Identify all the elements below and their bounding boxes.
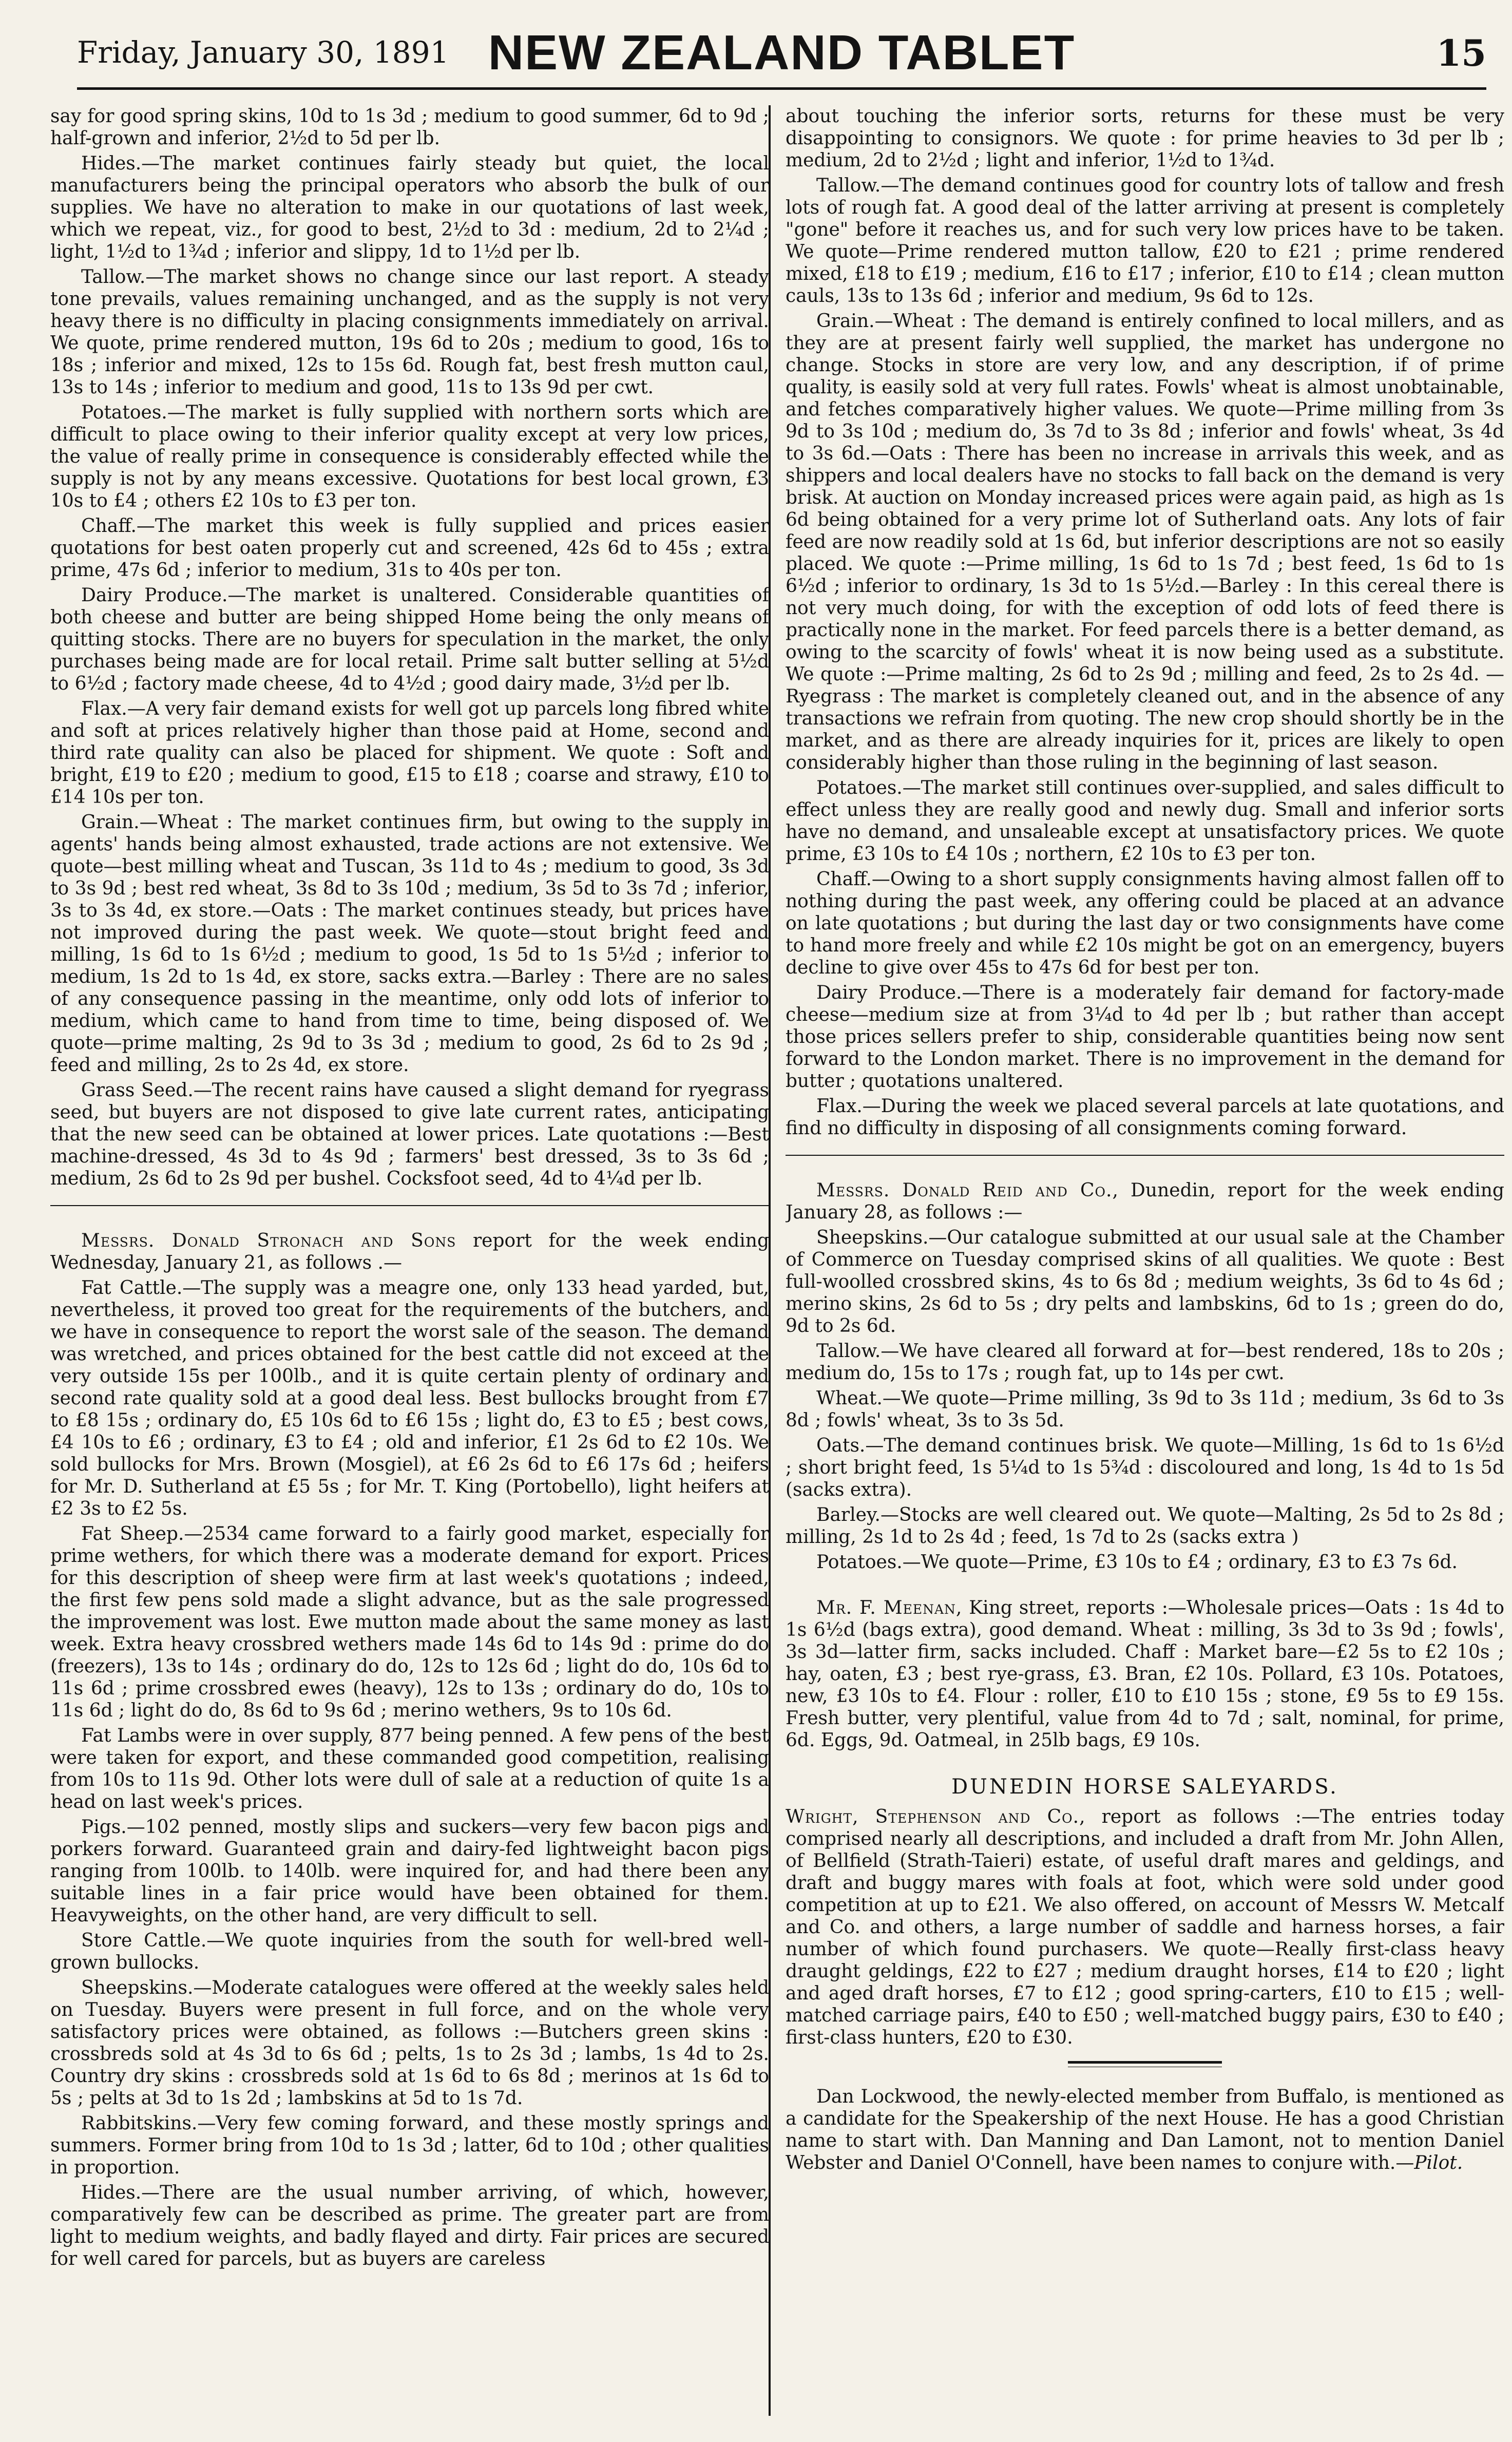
- publication-title: NEW ZEALAND TABLET: [488, 25, 1076, 80]
- masthead: [77, 21, 1486, 90]
- hides-continued: about touching the inferior sorts, returns for these must be very disappointing to consignors. We quote : for prime heavies to 3d per lb ; medium, 2d to 2½d ; light and inferior, 1½d to 1¾d.: [786, 106, 1504, 171]
- barley-report: Barley.—Stocks are well cleared out. We quote—Malting, 2s 5d to 2s 8d ; milling, 2s 1d to 2s 4d ; feed, 1s 7d to 2s (sacks extra ): [786, 1504, 1504, 1548]
- hides-report-2: Hides.—There are the usual number arriving, of which, however, comparatively few can be described as prime. The greater part are from light to medium weights, and badly flayed and dirty. Fair prices are secured for well cared for parcels, but as buyers are careless: [50, 2182, 769, 2269]
- store-cattle-report: Store Cattle.—We quote inquiries from the south for well-bred well-grown bullocks.: [50, 1930, 769, 1973]
- fat-cattle-report: Fat Cattle.—The supply was a meagre one, only 133 head yarded, but, nevertheless, it proved too great for the requirements of the butchers, and we have in consequence to report the worst sale of the season. The demand was wretched, and prices obtained for the best cattle did not exceed at the very outside 15s per 100lb., and it is quite certain plenty of ordinary and second rate quality sold at a good deal less. Best bullocks brought from £7 to £8 15s ; ordinary do, £5 10s 6d to £6 15s ; light do, £3 to £5 ; best cows, £4 10s to £6 ; ordinary, £3 to £4 ; old and inferior, £1 2s 6d to £2 10s. We sold bullocks for Mrs. Brown (Mosgiel), at £6 2s 6d to £6 17s 6d ; heifers for Mr. D. Sutherland at £5 5s ; for Mr. T. King (Portobello), light heifers at £2 3s to £2 5s.: [50, 1277, 769, 1519]
- firm-name: Mr. F. Meenan,: [816, 1597, 963, 1618]
- section-rule: [786, 1155, 1504, 1156]
- hides-report: Hides.—The market continues fairly steady but quiet, the local manufacturers being the principal operators who absorb the bulk of our supplies. We have no alteration to make in our quotations of last week, which we repeat, viz., for good to best, 2½d to 3d : medium, 2d to 2¼d ; light, 1½d to 1¾d ; inferior and slippy, 1d to 1½d per lb.: [50, 153, 769, 262]
- oats-report: Oats.—The demand continues brisk. We quote—Milling, 1s 6d to 1s 6½d ; short bright feed, 1s 5¼d to 1s 5¾d : discoloured and long, 1s 4d to 1s 5d (sacks extra).: [786, 1435, 1504, 1500]
- fat-lambs-report: Fat Lambs were in over supply, 877 being penned. A few pens of the best were taken for export, and these commanded good competition, realising from 10s to 11s 9d. Other lots were dull of sale at a reduction of quite 1s a head on last week's prices.: [50, 1725, 769, 1813]
- skins-continued: say for good spring skins, 10d to 1s 3d ; medium to good summer, 6d to 9d ; half-grown and inferior, 2½d to 5d per lb.: [50, 106, 769, 149]
- rabbitskins-report: Rabbitskins.—Very few coming forward, and these mostly springs and summers. Former bring from 10d to 1s 3d ; latter, 6d to 10d ; other qualities in proportion.: [50, 2113, 769, 2178]
- pigs-report: Pigs.—102 penned, mostly slips and suckers—very few bacon pigs and porkers forward. Guaranteed grain and dairy-fed lightweight bacon pigs ranging from 100lb. to 140lb. were inquired for, and had there been any suitable lines in a fair price would have been obtained for them. Heavyweights, on the other hand, are very difficult to sell.: [50, 1817, 769, 1926]
- lockwood-item: [786, 2086, 1504, 2174]
- tallow-report-2: Tallow.—We have cleared all forward at for—best rendered, 18s to 20s ; medium do, 15s to 17s ; rough fat, up to 14s per cwt.: [786, 1341, 1504, 1384]
- grain-report: Grain.—Wheat : The market continues firm, but owing to the supply in agents' hands being almost exhausted, trade actions are not extensive. We quote—best milling wheat and Tuscan, 3s 11d to 4s ; medium to good, 3s 3d to 3s 9d ; best red wheat, 3s 8d to 3s 10d ; medium, 3s 5d to 3s 7d ; inferior, 3s to 3s 4d, ex store.—Oats : The market continues steady, but prices have not improved during the past week. We quote—stout bright feed and milling, 1s 6d to 1s 6½d ; medium to good, 1s 5d to 1s 5½d ; inferior to medium, 1s 2d to 1s 4d, ex store, sacks extra.—Barley : There are no sales of any consequence passing in the meantime, only odd lots of inferior to medium, which came to hand from time to time, being disposed of. We quote—prime malting, 2s 9d to 3s 3d ; medium to good, 2s 6d to 2s 9d ; feed and milling, 2s to 2s 4d, ex store.: [50, 812, 769, 1076]
- report-text: King street, reports :—Wholesale prices—Oats : 1s 4d to 1s 6½d (bags extra), good demand. Wheat : milling, 3s 3d to 3s 9d ; fowls', 3s 3d—latter firm, sacks included. Chaff : Market bare—£2 5s to £2 10s ; hay, oaten, £3 ; best rye-grass, £3. Bran, £2 10s. Pollard, £3 10s. Potatoes, new, £3 10s to £4. Flour : roller, £10 to £10 15s ; stone, £9 5s to £9 15s. Fresh butter, very plentiful, value from 4d to 7d ; salt, nominal, for prime, 6d. Eggs, 9d. Oatmeal, in 25lb bags, £9 10s.: [786, 1597, 1504, 1751]
- firm-name: Wright, Stephenson and Co.,: [786, 1806, 1086, 1827]
- grass-seed-report: Grass Seed.—The recent rains have caused a slight demand for ryegrass seed, but buyers are not disposed to give late current rates, anticipating that the new seed can be obtained at lower prices. Late quotations :—Best machine-dressed, 4s 3d to 4s 9d ; farmers' best dressed, 3s to 3s 6d ; medium, 2s 6d to 2s 9d per bushel. Cocksfoot seed, 4d to 4¼d per lb.: [50, 1080, 769, 1189]
- grain-report: Grain.—Wheat : The demand is entirely confined to local millers, and as they are at present fairly well supplied, the market has undergone no change. Stocks in store are very low, and any description, if of prime quality, is easily sold at very full rates. Fowls' wheat is almost unobtainable, and fetches comparatively higher values. We quote—Prime milling from 3s 9d to 3s 10d ; medium do, 3s 7d to 3s 8d ; inferior and fowls' wheat, 3s 4d to 3s 6d.—Oats : There has been no increase in arrivals this week, and as shippers and local dealers have no stocks to fall back on the demand is very brisk. At auction on Monday increased prices were again paid, as high as 1s 6d being obtained for a very prime lot of Sutherland oats. Any lots of fair feed are now readily sold at 1s 6d, but inferior descriptions are not so easily placed. We quote :—Prime milling, 1s 6d to 1s 7d ; best feed, 1s 6d to 1s 6½d ; inferior to ordinary, 1s 3d to 1s 5½d.—Barley : In this cereal there is not very much doing, for with the exception of odd lots of feed there is practically none in the market. For feed parcels there is a better demand, as owing to the scarcity of fowls' wheat it is now being used as a substitute. We quote :—Prime malting, 2s 6d to 2s 9d ; milling and feed, 2s to 2s 4d. —Ryegrass : The market is completely cleaned out, and in the absence of any transactions we refrain from quoting. The new crop should shortly be in the market, and as there are already inquiries for it, prices are likely to open considerably higher than those ruling in the beginning of last season.: [786, 311, 1504, 773]
- right-column: [786, 105, 1504, 2426]
- sheepskins-report: Sheepskins.—Moderate catalogues were offered at the weekly sales held on Tuesday. Buyers were present in full force, and on the whole very satisfactory prices were obtained, as follows :—Butchers green skins : crossbreds sold at 4s 3d to 6s 6d ; pelts, 1s to 2s 3d ; lambs, 1s 4d to 2s. Country dry skins : crossbreds sold at 1s 6d to 6s 8d ; merinos at 1s 6d to 5s ; pelts at 3d to 1s 2d ; lambskins at 5d to 1s 7d.: [50, 1977, 769, 2109]
- flax-report: Flax.—A very fair demand exists for well got up parcels long fibred white and soft at prices relatively higher than those paid at Home, second and third rate quality can also be placed for shipment. We quote : Soft and bright, £19 to £20 ; medium to good, £15 to £18 ; coarse and strawy, £10 to £14 10s per ton.: [50, 698, 769, 808]
- firm-name: Messrs. Donald Stronach and Sons: [81, 1230, 456, 1251]
- flax-report: Flax.—During the week we placed several parcels at late quotations, and find no difficulty in disposing of all consignments coming forward.: [786, 1096, 1504, 1139]
- tallow-report: Tallow.—The demand continues good for country lots of tallow and fresh lots of rough fat. A good deal of the latter arriving at present is completely "gone" before it reaches us, and for such very low prices have to be taken. We quote—Prime rendered mutton tallow, £20 to £21 ; prime rendered mixed, £18 to £19 ; medium, £16 to £17 ; inferior, £10 to £14 ; clean mutton cauls, 13s to 13s 6d ; inferior and medium, 9s 6d to 12s.: [786, 175, 1504, 307]
- sheepskins-report: Sheepskins.—Our catalogue submitted at our usual sale at the Chamber of Commerce on Tuesday comprised skins of all qualities. We quote : Best full-woolled crossbred skins, 4s to 6s 8d ; medium weights, 3s 6d to 4s 6d ; merino skins, 2s 6d to 5s ; dry pelts and lambskins, 6d to 1s ; green do do, 9d to 2s 6d.: [786, 1227, 1504, 1337]
- horse-saleyards-report: [786, 1806, 1504, 2049]
- meenan-report: [786, 1597, 1504, 1751]
- fat-sheep-report: Fat Sheep.—2534 came forward to a fairly good market, especially for prime wethers, for which there was a moderate demand for export. Prices for this description of sheep were firm at last week's quotations ; indeed, the first few pens sold made a slight advance, but as the sale progressed the improvement was lost. Ewe mutton made about the same money as last week. Extra heavy crossbred wethers made 14s 6d to 14s 9d : prime do do (freezers), 13s to 14s ; ordinary do do, 12s to 12s 6d ; light do do, 10s 6d to 11s 6d ; prime crossbred ewes (heavy), 12s to 13s ; ordinary do do, 10s to 11s 6d ; light do do, 8s 6d to 9s 6d ; merino wethers, 9s to 10s 6d.: [50, 1523, 769, 1721]
- potatoes-report: Potatoes.—The market is fully supplied with northern sorts which are difficult to place owing to their inferior quality except at very low prices, the value of really prime in consequence is considerably effected while the supply is not by any means excessive. Quotations for best local grown, £3 10s to £4 ; others £2 10s to £3 per ton.: [50, 402, 769, 511]
- intro-text: report for the week ending Wednesday, January 21, as follows .—: [50, 1230, 769, 1273]
- page-number: 15: [1436, 32, 1486, 74]
- stronach-intro: [50, 1230, 769, 1274]
- tallow-report: Tallow.—The market shows no change since our last report. A steady tone prevails, values remaining unchanged, and as the supply is not very heavy there is no difficulty in placing consignments immediately on arrival. We quote, prime rendered mutton, 19s 6d to 20s ; medium to good, 16s to 18s ; inferior and mixed, 12s to 15s 6d. Rough fat, best fresh mutton caul, 13s to 14s ; inferior to medium and good, 11s to 13s 9d per cwt.: [50, 266, 769, 398]
- potatoes-report: Potatoes.—The market still continues over-supplied, and sales difficult to effect unless they are really good and newly dug. Small and inferior sorts have no demand, and unsaleable except at unsatisfactory prices. We quote prime, £3 10s to £4 10s ; northern, £2 10s to £3 per ton.: [786, 777, 1504, 865]
- chaff-report: Chaff.—The market this week is fully supplied and prices easier quotations for best oaten properly cut and screened, 42s 6d to 45s ; extra prime, 47s 6d ; inferior to medium, 31s to 40s per ton.: [50, 516, 769, 581]
- issue-date: Friday, January 30, 1891: [77, 35, 449, 70]
- wheat-report: Wheat.—We quote—Prime milling, 3s 9d to 3s 11d ; medium, 3s 6d to 3s 8d ; fowls' wheat, 3s to 3s 5d.: [786, 1388, 1504, 1431]
- dairy-report: Dairy Produce.—The market is unaltered. Considerable quantities of both cheese and butter are being shipped Home being the only means of quitting stocks. There are no buyers for speculation in the market, the only purchases being made are for local retail. Prime salt butter selling at 5½d to 6½d ; factory made cheese, 4d to 4½d ; good dairy made, 3½d per lb.: [50, 585, 769, 694]
- ornamental-divider: [1068, 2061, 1222, 2067]
- intro-text: Dunedin, report for the week ending January 28, as follows :—: [786, 1180, 1504, 1223]
- chaff-report: Chaff.—Owing to a short supply consignments having almost fallen off to nothing during the past week, any offering could be placed at an advance on late quotations ; but during the last day or two consignments have come to hand more freely and while £2 10s might be got on an emergency, buyers decline to give over 45s to 47s 6d for best per ton.: [786, 869, 1504, 978]
- potatoes-report-2: Potatoes.—We quote—Prime, £3 10s to £4 ; ordinary, £3 to £3 7s 6d.: [816, 1552, 1458, 1573]
- section-heading: DUNEDIN HORSE SALEYARDS.: [951, 1775, 1338, 1799]
- reid-intro: [786, 1179, 1504, 1224]
- dairy-report: Dairy Produce.—There is a moderately fair demand for factory-made cheese—medium size at from 3¼d to 4d per lb ; but rather than accept those prices sellers prefer to ship, considerable quantities being now sent forward to the London market. There is no improvement in the demand for butter ; quotations unaltered.: [786, 982, 1504, 1092]
- firm-name: Messrs. Donald Reid and Co.,: [816, 1180, 1119, 1201]
- report-text: report as follows :—The entries today comprised nearly all descriptions, and included a draft from Mr. John Allen, of Bellfield (Strath-Taieri) estate, of useful draft mares and geldings, and draft and buggy mares with foals at foot, which were sold under good competition at up to £21. We also offered, on account of Messrs W. Metcalf and Co. and others, a large number of saddle and harness horses, a fair number of which found purchasers. We quote—Really first-class heavy draught geldings, £22 to £27 ; medium draught horses, £14 to £20 ; light and aged draft horses, £7 to £12 ; good spring-carters, £10 to £15 ; well-matched carriage pairs, £40 to £50 ; well-matched buggy pairs, £30 to £40 ; first-class hunters, £20 to £30.: [786, 1806, 1504, 2048]
- item-text: Dan Lockwood, the newly-elected member from Buffalo, is mentioned as a candidate for the Speakership of the next House. He has a good Christian name to start with. Dan Manning and Dan Lamont, not to mention Daniel Webster and Daniel O'Connell, have been names to conjure with.—: [786, 2086, 1504, 2173]
- item-source: Pilot.: [1414, 2152, 1463, 2173]
- section-rule: [50, 1205, 769, 1206]
- left-column: [50, 105, 769, 2426]
